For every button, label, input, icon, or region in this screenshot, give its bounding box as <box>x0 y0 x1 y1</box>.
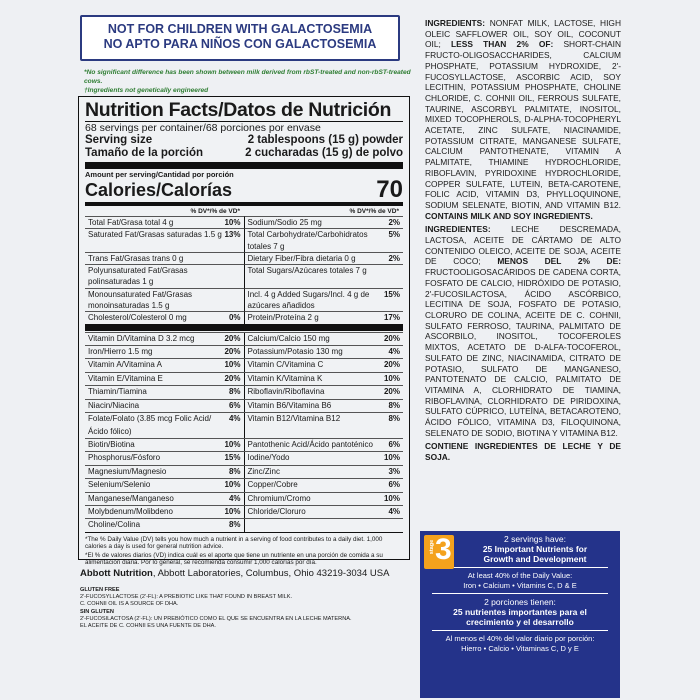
nutrient-name: Cholesterol/Colesterol 0 mg <box>88 313 187 323</box>
nutrient-dv: 8% <box>388 414 400 424</box>
nutrient-cell-right <box>245 493 404 505</box>
nutrient-cell-right <box>245 373 404 385</box>
nutrient-dv: 4% <box>388 506 400 516</box>
nutrient-dv: 8% <box>228 387 241 397</box>
nutrient-dv: 17% <box>383 313 400 323</box>
ingredients-en-contains: CONTAINS MILK AND SOY INGREDIENTS. <box>425 210 593 221</box>
manufacturer-address: , Abbott Laboratories, Columbus, Ohio 43219-3034 USA <box>152 568 390 579</box>
nutrient-name: Monounsaturated Fat/Grasas monoinsaturadas 1.5 g <box>88 289 193 311</box>
nutrient-row <box>85 252 403 264</box>
nutrient-row <box>85 478 403 491</box>
nutrient-dv: 8% <box>228 466 241 476</box>
nutrient-name: Thiamin/Tiamina <box>88 387 147 397</box>
stage-badge <box>424 535 454 569</box>
nutrient-dv: 2% <box>388 218 400 227</box>
nutrient-cell-right <box>245 519 404 531</box>
panel-nutrients-en-2: Growth and Development <box>483 554 587 564</box>
nutrient-dv: 10% <box>383 373 400 383</box>
panel-dv-es: Al menos el 40% del valor diario por porción: <box>445 634 595 643</box>
nutrient-row <box>85 518 403 531</box>
nutrient-cell-right <box>245 264 404 288</box>
amount-per-serving: Amount per serving/Cantidad por porción <box>85 170 234 179</box>
calories-label: Calories/Calorías <box>85 180 233 200</box>
nutrient-name: Vitamin D/Vitamina D 3.2 mcg <box>88 333 195 343</box>
nutrient-dv: 6% <box>388 439 400 449</box>
nutrient-cell-left <box>85 452 245 464</box>
nutrient-cell-left <box>85 413 245 438</box>
nutrient-name: Manganese/Manganeso <box>88 493 174 503</box>
nutrient-name: Vitamin A/Vitamina A <box>88 360 162 370</box>
nutrient-cell-left <box>85 493 245 505</box>
stage-word: stage <box>429 539 436 555</box>
nutrient-dv: 4% <box>228 414 241 424</box>
calories-value: 70 <box>376 176 403 203</box>
nutrient-dv: 20% <box>383 360 400 370</box>
calories-row <box>85 176 403 203</box>
nutrient-dv: 20% <box>383 333 400 343</box>
nutrient-dv: 10% <box>383 493 400 503</box>
macro-nutrient-table <box>85 216 403 324</box>
rbst-note: *No significant difference has been shown between milk derived from rbST-treated and non-rbST-treated cows. <box>84 69 411 85</box>
stage-number: 3 <box>435 533 452 566</box>
nutrient-name: Folate/Folato (3.85 mcg Folic Acid/Ácido fólico) <box>88 414 212 436</box>
ingredients-en-less: LESS THAN 2% OF: <box>451 39 554 50</box>
panel-heading-es: 2 porciones tienen: <box>484 597 556 607</box>
nutrient-cell-right <box>245 333 404 345</box>
nutrient-row <box>85 311 403 323</box>
nutrient-cell-right <box>245 466 404 478</box>
serving-size-row-es <box>85 147 403 160</box>
nutrient-name: Potassium/Potasio 130 mg <box>247 347 343 357</box>
serving-size-value: 2 tablespoons (15 g) powder <box>247 134 403 146</box>
nutrition-title: Nutrition Facts/Datos de Nutrición <box>85 99 392 121</box>
nutrient-row <box>85 492 403 505</box>
nutrient-cell-right <box>245 506 404 518</box>
nutrient-cell-left <box>85 479 245 491</box>
nutrient-name: Biotin/Biotina <box>88 439 135 449</box>
nutrient-row <box>85 345 403 358</box>
nutrient-cell-right <box>245 216 404 228</box>
ingredients-es-text2: FRUCTOOLIGOSACÁRIDOS DE CADENA CORTA, FOSFATO DE CALCIO, HIDRÓXIDO DE POTASIO, 2'-FUCOSILACTOSA, ÁCIDO ASCÓRBICO, LECITINA DE SOJA, FOSFATO DE POTASIO, CLORURO DE COLINA, ACEITE DE C. COHNII, SULFATO FERROSO, TAURINA, PALMITATO DE ASCORBILO, INOSITOL, TOCOFEROLES MIXTOS, ACETATO DE D-ALFA-TOCOFEROL, SULFATO DE ZINC, NIACINAMIDA, CITRATO DE POTASIO, SULFATO DE MANGANESO, PANTOTENATO DE CALCIO, PALMITATO DE VITAMINA A, CLORHIDRATO DE TIAMINA, RIBOFLAVINA, CLORHIDRATO DE PIRIDOXINA, SULFATO CÚPRICO, LUTEÍNA, BETACAROTENO, ÁCIDO FÓLICO, VITAMINA D3, FILOQUINONA, SELENATO DE SODIO, BIOTINA Y VITAMINA B12. <box>425 267 621 438</box>
nutrient-cell-left <box>85 519 245 531</box>
nutrient-dv: 10% <box>224 360 241 370</box>
nutrient-dv: 5% <box>388 230 400 240</box>
serving-size-label: Serving size <box>85 134 153 146</box>
ingredients-en-text1: NONFAT MILK, LACTOSE, HIGH OLEIC SAFFLOWER OIL, SOY OIL, COCONUT OIL; <box>425 18 621 50</box>
nutrient-cell-left <box>85 264 245 288</box>
nutrient-name: Trans Fat/Grasas trans 0 g <box>88 253 184 263</box>
dv-footnote-es: *El % de valores diarios (VD) indica cuál es el aporte que tiene un nutriente en una porción de comida a su alimentación diaria. Por lo general, se recomienda consumir 1,000 calorías por día. <box>85 551 383 567</box>
panel-dv-list-es: Hierro • Calcio • Vitaminas C, D y E <box>461 643 579 653</box>
panel-heading-en: 2 servings have: <box>504 534 566 544</box>
dv-header-left: % DV*/% de VD* <box>190 208 240 215</box>
nutrient-dv: 8% <box>388 400 400 410</box>
ingredients-en-label: INGREDIENTS: <box>425 18 486 28</box>
nutrient-dv: 10% <box>224 439 241 449</box>
nutrient-name: Vitamin E/Vitamina E <box>88 373 163 383</box>
nutrient-name: Iron/Hierro 1.5 mg <box>88 347 153 357</box>
nutrient-dv: 20% <box>383 387 400 397</box>
nutrient-cell-left <box>85 400 245 412</box>
dv-footnote-en: *The % Daily Value (DV) tells you how much a nutrient in a serving of food contributes to a daily diet. 1,000 calories a day is used for general nutrition advice. <box>85 535 383 551</box>
nutrient-dv: 10% <box>383 453 400 463</box>
ingredients-column <box>425 18 621 466</box>
nutrient-cell-right <box>245 311 404 323</box>
nutrient-name: Dietary Fiber/Fibra dietaria 0 g <box>247 253 356 263</box>
nutrient-cell-right <box>245 228 404 252</box>
nutrient-dv: 2% <box>388 253 400 263</box>
vitamin-mineral-table <box>85 332 403 532</box>
panel-nutrients-es-2: crecimiento y el desarrollo <box>466 617 574 627</box>
warning-line-en: NOT FOR CHILDREN WITH GALACTOSEMIA <box>107 22 373 36</box>
nutrient-cell-right <box>245 346 404 358</box>
nutrient-cell-right <box>245 252 404 264</box>
nutrient-dv: 6% <box>388 480 400 490</box>
nutrient-cell-left <box>85 288 245 312</box>
nutrient-cell-right <box>245 479 404 491</box>
nutrient-dv: 20% <box>224 333 241 343</box>
nutrient-name: Sodium/Sodio 25 mg <box>247 218 322 227</box>
nutrient-name: Copper/Cobre <box>247 480 298 490</box>
serving-size-row <box>85 134 403 147</box>
nutrient-cell-left <box>85 439 245 451</box>
nutrient-row <box>85 399 403 412</box>
nutrient-name: Selenium/Selenio <box>88 480 151 490</box>
nutrient-cell-left <box>85 216 245 228</box>
nutrient-cell-left <box>85 466 245 478</box>
nutrient-dv: 15% <box>383 289 400 299</box>
nutrient-name: Niacin/Niacina <box>88 400 140 410</box>
nutrient-name: Magnesium/Magnesio <box>88 466 167 476</box>
nutrient-dv: 3% <box>388 466 400 476</box>
nutrient-dv: 6% <box>228 400 241 410</box>
nutrient-name: Vitamin B6/Vitamina B6 <box>247 400 332 410</box>
nutrient-cell-left <box>85 228 245 252</box>
nutrient-cell-right <box>245 386 404 398</box>
nutrient-dv: 13% <box>224 230 241 240</box>
nutrient-dv: 20% <box>224 373 241 383</box>
gmo-note: †Ingredients not genetically engineered <box>84 87 209 94</box>
nutrient-row <box>85 216 403 228</box>
nutrient-name: Phosphorus/Fósforo <box>88 453 161 463</box>
nutrient-name: Saturated Fat/Grasas saturadas 1.5 g <box>88 230 222 240</box>
ingredients-en-text2: SHORT-CHAIN FRUCTO-OLIGOSACCHARIDES, CALCIUM PHOSPHATE, POTASSIUM HYDROXIDE, 2'-FUCOSYLLACTOSE, ASCORBIC ACID, SOY LECITHIN, POTASSIUM PHOSPHATE, CHOLINE CHLORIDE, C. COHNII OIL, FERROUS SULFATE, TAURINE, ASCORBYL PALMITATE, INOSITOL, MIXED TOCOPHEROLS, D-ALPHA-TOCOPHERYL ACETATE, ZINC SULFATE, NIACINAMIDE, POTASSIUM CITRATE, MANGANESE SULFATE, CALCIUM PANTOTHENATE, VITAMIN A PALMITATE, THIAMINE HYDROCHLORIDE, RIBOFLAVIN, PYRIDOXINE HYDROCHLORIDE, COPPER SULFATE, LUTEIN, BETA-CAROTENE, FOLIC ACID, VITAMIN D3, PHYLLOQUINONE, SODIUM SELENATE, BIOTIN, AND VITAMIN B12. <box>425 39 622 210</box>
gluten-free-notes <box>80 587 410 630</box>
nutrient-highlight-panel <box>420 531 620 698</box>
nutrient-dv: 4% <box>228 493 241 503</box>
nutrient-cell-right <box>245 452 404 464</box>
nutrient-row <box>85 264 403 288</box>
nutrient-cell-left <box>85 333 245 345</box>
hmo-note-es: 2'-FUCOSILACTOSA (2'-FL): UN PREBIÓTICO COMO EL QUE SE ENCUENTRA EN LA LECHE MATERNA. <box>80 615 352 622</box>
label-notes <box>84 68 414 95</box>
nutrient-row <box>85 412 403 438</box>
nutrient-cell-right <box>245 439 404 451</box>
manufacturer-line <box>80 568 389 579</box>
dv-header-right: % DV*/% de VD* <box>349 208 399 215</box>
nutrient-name: Iodine/Yodo <box>247 453 290 463</box>
nutrient-cell-left <box>85 311 245 323</box>
nutrient-name: Polyunsaturated Fat/Grasas polinsaturadas 1 g <box>88 266 188 287</box>
nutrient-name: Vitamin K/Vitamina K <box>247 373 323 383</box>
dha-note: C. COHNII OIL IS A SOURCE OF DHA. <box>80 601 179 608</box>
nutrient-name: Pantothenic Acid/Ácido pantoténico <box>247 439 373 449</box>
nutrient-row <box>85 228 403 252</box>
nutrient-row <box>85 451 403 464</box>
nutrient-name: Chloride/Cloruro <box>247 506 306 516</box>
nutrient-cell-right <box>245 400 404 412</box>
nutrient-cell-left <box>85 359 245 371</box>
nutrient-name: Chromium/Cromo <box>247 493 311 503</box>
nutrient-name: Zinc/Zinc <box>247 466 280 476</box>
sin-gluten-heading: SIN GLUTEN <box>80 608 114 615</box>
nutrient-dv: 0% <box>228 313 241 323</box>
panel-nutrients-en-1: 25 Important Nutrients for <box>482 544 588 554</box>
nutrient-dv: 10% <box>224 218 241 227</box>
nutrient-name: Vitamin B12/Vitamina B12 <box>247 414 341 424</box>
ingredients-es-label: INGREDIENTES: <box>425 224 491 235</box>
nutrient-name: Molybdenum/Molibdeno <box>88 506 173 516</box>
nutrient-name: Total Carbohydrate/Carbohidratos totales 7 g <box>247 230 368 251</box>
ingredients-en <box>425 18 621 221</box>
nutrient-dv: 10% <box>224 506 241 516</box>
panel-dv-en: At least 40% of the Daily Value: <box>467 571 573 580</box>
nutrient-row <box>85 505 403 518</box>
ingredients-es-text1: LECHE DESCREMADA, LACTOSA, ACEITE DE CÁRTAMO DE ALTO CONTENIDO OLEICO, ACEITE DE SOJA, ACEITE DE COCO; <box>425 224 621 267</box>
nutrient-dv: 4% <box>388 347 400 357</box>
serving-size-label-es: Tamaño de la porción <box>85 147 203 159</box>
nutrient-row <box>85 465 403 478</box>
nutrient-name: Incl. 4 g Added Sugars/Incl. 4 g de azúcares añadidos <box>247 289 370 311</box>
serving-size-value-es: 2 cucharadas (15 g) de polvo <box>245 147 403 159</box>
nutrient-cell-right <box>245 413 404 438</box>
galactosemia-warning <box>80 15 400 61</box>
nutrient-row <box>85 332 403 345</box>
nutrient-row <box>85 438 403 451</box>
nutrient-row <box>85 385 403 398</box>
nutrient-row <box>85 372 403 385</box>
nutrient-name: Vitamin C/Vitamina C <box>247 360 324 370</box>
nutrient-cell-left <box>85 252 245 264</box>
dv-header <box>85 207 403 216</box>
panel-dv-list-en: Iron • Calcium • Vitamins C, D & E <box>463 580 577 590</box>
gluten-free-heading: GLUTEN FREE <box>80 587 120 593</box>
nutrient-name: Total Sugars/Azúcares totales 7 g <box>247 266 367 276</box>
nutrient-name: Protein/Proteína 2 g <box>247 313 319 323</box>
hmo-note: 2'-FUCOSYLLACTOSE (2'-FL): A PREBIOTIC LIKE THAT FOUND IN BREAST MILK. <box>80 594 293 601</box>
warning-line-es: NO APTO PARA NIÑOS CON GALACTOSEMIA <box>103 37 377 51</box>
nutrient-dv: 20% <box>224 347 241 357</box>
ingredients-es-less: MENOS DEL 2% DE: <box>497 256 621 267</box>
nutrient-cell-left <box>85 373 245 385</box>
nutrient-dv: 8% <box>228 520 241 530</box>
manufacturer-name: Abbott Nutrition <box>80 568 153 579</box>
ingredients-es <box>425 224 621 438</box>
nutrient-cell-left <box>85 386 245 398</box>
nutrient-cell-left <box>85 506 245 518</box>
nutrient-name: Riboflavin/Riboflavina <box>247 387 325 397</box>
nutrient-cell-right <box>245 288 404 312</box>
nutrient-dv: 15% <box>224 453 241 463</box>
nutrient-cell-right <box>245 359 404 371</box>
panel-nutrients-es-1: 25 nutrientes importantes para el <box>453 607 587 617</box>
nutrient-dv: 10% <box>224 480 241 490</box>
nutrient-name: Choline/Colina <box>88 520 141 530</box>
nutrient-name: Calcium/Calcio 150 mg <box>247 333 330 343</box>
ingredients-es-contains: CONTIENE INGREDIENTES DE LECHE Y DE SOJA. <box>425 441 621 463</box>
nutrient-cell-left <box>85 346 245 358</box>
servings-per-container: 68 servings per container/68 porciones por envase <box>85 122 321 134</box>
dha-note-es: EL ACEITE DE C. COHNII ES UNA FUENTE DE DHA. <box>80 623 216 630</box>
nutrition-facts-panel <box>78 96 410 567</box>
nutrient-row <box>85 358 403 371</box>
nutrient-row <box>85 288 403 312</box>
nutrient-name: Total Fat/Grasa total 4 g <box>88 218 174 227</box>
